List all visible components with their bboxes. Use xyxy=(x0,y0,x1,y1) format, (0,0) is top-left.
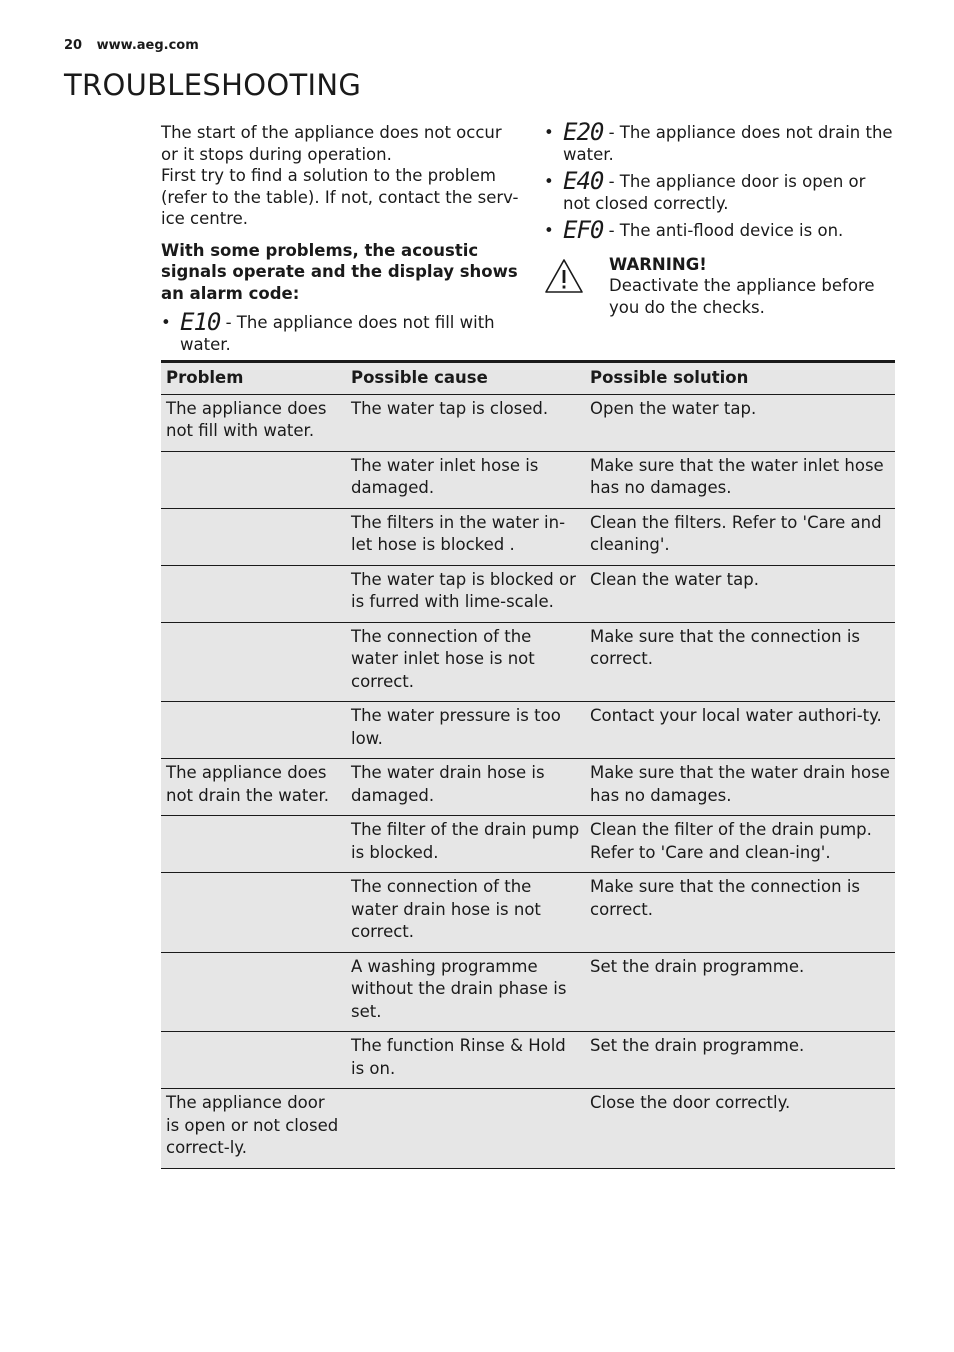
problem-cell: The appliance door is open or not closed correct-ly. xyxy=(161,1089,346,1169)
alarm-text: - The appliance door is open or not closed correctly. xyxy=(563,172,866,213)
table-row xyxy=(161,702,895,759)
header-problem: Problem xyxy=(161,362,346,395)
table-row xyxy=(161,394,895,451)
alarm-text: - The anti-flood device is on. xyxy=(603,221,844,240)
bullet-icon: • xyxy=(161,313,171,332)
alarm-code: E20 xyxy=(563,118,604,146)
page-header xyxy=(64,38,199,53)
intro-column xyxy=(161,122,521,355)
table-row xyxy=(161,508,895,565)
table-row xyxy=(161,451,895,508)
bullet-icon: • xyxy=(544,172,554,191)
solution-cell: Make sure that the connection is correct. xyxy=(585,873,895,953)
solution-cell: Set the drain programme. xyxy=(585,952,895,1032)
alarm-intro: With some problems, the acoustic signals operate and the display shows an alarm code: xyxy=(161,240,518,303)
table-row xyxy=(161,873,895,953)
solution-cell: Open the water tap. xyxy=(585,394,895,451)
troubleshooting-table xyxy=(161,360,895,1169)
problem-cell xyxy=(161,508,346,565)
problem-cell xyxy=(161,1032,346,1089)
warning-triangle-icon xyxy=(544,258,584,294)
warning-title: WARNING! xyxy=(609,254,707,274)
header-cause: Possible cause xyxy=(346,362,585,395)
cause-cell: The water tap is closed. xyxy=(346,394,585,451)
alarm-text: - The appliance does not fill with water. xyxy=(180,313,495,354)
solution-cell: Clean the water tap. xyxy=(585,565,895,622)
alarm-item-e40 xyxy=(544,167,894,214)
warning-text: Deactivate the appliance before you do the checks. xyxy=(609,276,875,317)
problem-cell xyxy=(161,952,346,1032)
cause-cell: The water tap is blocked or is furred with lime-scale. xyxy=(346,565,585,622)
bullet-icon: • xyxy=(544,123,554,142)
solution-cell: Set the drain programme. xyxy=(585,1032,895,1089)
cause-cell: A washing programme without the drain phase is set. xyxy=(346,952,585,1032)
page-number: 20 xyxy=(64,38,83,53)
solution-cell: Clean the filters. Refer to 'Care and cleaning'. xyxy=(585,508,895,565)
alarm-item-e20 xyxy=(544,118,894,165)
problem-cell xyxy=(161,622,346,702)
cause-cell: The water drain hose is damaged. xyxy=(346,759,585,816)
table-row xyxy=(161,952,895,1032)
problem-cell xyxy=(161,451,346,508)
problem-cell: The appliance does not fill with water. xyxy=(161,394,346,451)
header-solution: Possible solution xyxy=(585,362,895,395)
alarm-item-e10 xyxy=(161,308,521,355)
problem-cell xyxy=(161,565,346,622)
solution-cell: Make sure that the connection is correct. xyxy=(585,622,895,702)
alarm-code: E40 xyxy=(563,167,604,195)
table-row xyxy=(161,622,895,702)
solution-cell: Close the door correctly. xyxy=(585,1089,895,1169)
table-row xyxy=(161,1032,895,1089)
cause-cell: The connection of the water inlet hose is not correct. xyxy=(346,622,585,702)
cause-cell: The water pressure is too low. xyxy=(346,702,585,759)
alarm-code: E10 xyxy=(180,308,221,336)
intro-paragraph-1: The start of the appliance does not occur or it stops during operation. xyxy=(161,123,502,164)
intro-paragraph-2: First try to find a solution to the problem (refer to the table). If not, contact the serv-ice centre. xyxy=(161,166,519,228)
table-header-row xyxy=(161,362,895,395)
alarm-item-ef0 xyxy=(544,216,894,244)
solution-cell: Make sure that the water drain hose has no damages. xyxy=(585,759,895,816)
table-row xyxy=(161,1089,895,1169)
website-url[interactable]: www.aeg.com xyxy=(96,38,199,53)
bullet-icon: • xyxy=(544,221,554,240)
solution-cell: Clean the filter of the drain pump. Refer to 'Care and clean-ing'. xyxy=(585,816,895,873)
table-row xyxy=(161,816,895,873)
table-row xyxy=(161,565,895,622)
warning-box xyxy=(544,254,894,319)
problem-cell xyxy=(161,816,346,873)
problem-cell xyxy=(161,702,346,759)
cause-cell: The connection of the water drain hose is not correct. xyxy=(346,873,585,953)
cause-cell: The filters in the water in-let hose is blocked . xyxy=(346,508,585,565)
solution-cell: Contact your local water authori-ty. xyxy=(585,702,895,759)
page-title: TROUBLESHOOTING xyxy=(64,68,362,102)
alarm-text: - The appliance does not drain the water. xyxy=(563,123,893,164)
cause-cell xyxy=(346,1089,585,1169)
alarm-column xyxy=(544,118,894,318)
cause-cell: The water inlet hose is damaged. xyxy=(346,451,585,508)
cause-cell: The function Rinse & Hold is on. xyxy=(346,1032,585,1089)
table-row xyxy=(161,759,895,816)
problem-cell xyxy=(161,873,346,953)
solution-cell: Make sure that the water inlet hose has no damages. xyxy=(585,451,895,508)
problem-cell: The appliance does not drain the water. xyxy=(161,759,346,816)
cause-cell: The filter of the drain pump is blocked. xyxy=(346,816,585,873)
alarm-code: EF0 xyxy=(563,216,604,244)
